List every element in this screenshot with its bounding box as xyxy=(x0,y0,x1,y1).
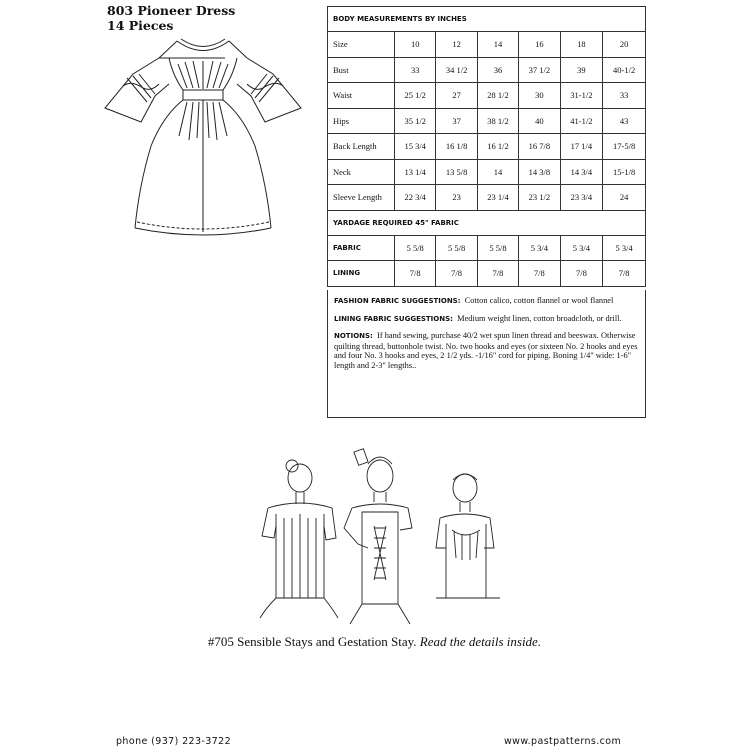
table-row xyxy=(328,134,646,160)
size-cell: 16 xyxy=(519,32,560,58)
table-cell: 16 1/2 xyxy=(477,134,518,160)
table-cell: 5 3/4 xyxy=(519,235,560,261)
table-cell: 28 1/2 xyxy=(477,83,518,109)
size-cell: 10 xyxy=(395,32,436,58)
promo-caption xyxy=(0,634,749,650)
row-label: LINING xyxy=(328,261,395,287)
fashion-fabric-label: FASHION FABRIC SUGGESTIONS: xyxy=(334,297,461,305)
table-cell: 36 xyxy=(477,57,518,83)
table-cell: 14 3/8 xyxy=(519,159,560,185)
fabric-notes xyxy=(327,290,646,418)
yardage-heading: YARDAGE REQUIRED 45" FABRIC xyxy=(328,210,646,235)
table-cell: 43 xyxy=(603,108,646,134)
table-cell: 35 1/2 xyxy=(395,108,436,134)
table-cell: 5 3/4 xyxy=(560,235,603,261)
table-cell: 27 xyxy=(436,83,477,109)
table-cell: 15-1/8 xyxy=(603,159,646,185)
table-cell: 41-1/2 xyxy=(560,108,603,134)
lining-fabric-note xyxy=(334,314,639,325)
footer-website[interactable]: www.pastpatterns.com xyxy=(504,736,622,747)
table-heading-row xyxy=(328,7,646,32)
size-cell: 12 xyxy=(436,32,477,58)
table-cell: 14 xyxy=(477,159,518,185)
table-cell: 7/8 xyxy=(436,261,477,287)
table-cell: 40-1/2 xyxy=(603,57,646,83)
fashion-fabric-text: Cotton calico, cotton flannel or wool flannel xyxy=(464,296,614,305)
size-cell: 14 xyxy=(477,32,518,58)
table-cell: 16 7/8 xyxy=(519,134,560,160)
pattern-pieces: 14 Pieces xyxy=(107,18,174,33)
promo-caption-main: #705 Sensible Stays and Gestation Stay. xyxy=(207,634,417,649)
table-cell: 33 xyxy=(395,57,436,83)
row-label: Sleeve Length xyxy=(328,185,395,211)
table-cell: 31-1/2 xyxy=(560,83,603,109)
table-cell: 23 1/4 xyxy=(477,185,518,211)
table-cell: 22 3/4 xyxy=(395,185,436,211)
table-row xyxy=(328,83,646,109)
table-cell: 17-5/8 xyxy=(603,134,646,160)
sensible-stays-illustration xyxy=(240,448,510,628)
table-cell: 37 1/2 xyxy=(519,57,560,83)
table-cell: 17 1/4 xyxy=(560,134,603,160)
table-cell: 23 xyxy=(436,185,477,211)
table-row xyxy=(328,185,646,211)
fashion-fabric-note xyxy=(334,296,639,307)
row-label: Hips xyxy=(328,108,395,134)
table-row xyxy=(328,261,646,287)
table-cell: 15 3/4 xyxy=(395,134,436,160)
table-cell: 5 5/8 xyxy=(477,235,518,261)
table-cell: 16 1/8 xyxy=(436,134,477,160)
row-label: Back Length xyxy=(328,134,395,160)
table-cell: 7/8 xyxy=(603,261,646,287)
table-cell: 5 5/8 xyxy=(395,235,436,261)
table-cell: 39 xyxy=(560,57,603,83)
size-label: Size xyxy=(328,32,395,58)
footer-phone: phone (937) 223-3722 xyxy=(116,736,232,747)
measurements-heading: BODY MEASUREMENTS BY INCHES xyxy=(328,7,646,32)
table-cell: 37 xyxy=(436,108,477,134)
lining-fabric-text: Medium weight linen, cotton broadcloth, or drill. xyxy=(457,313,622,323)
promo-caption-italic: Read the details inside. xyxy=(419,634,542,649)
table-cell: 38 1/2 xyxy=(477,108,518,134)
measurements-table xyxy=(327,6,646,287)
size-row xyxy=(328,32,646,58)
pattern-title-block xyxy=(107,3,235,33)
table-row xyxy=(328,57,646,83)
table-cell: 5 5/8 xyxy=(436,235,477,261)
table-cell: 34 1/2 xyxy=(436,57,477,83)
table-cell: 23 1/2 xyxy=(519,185,560,211)
pattern-title: 803 Pioneer Dress xyxy=(107,3,236,18)
table-cell: 25 1/2 xyxy=(395,83,436,109)
notions-note xyxy=(334,331,639,370)
table-row xyxy=(328,159,646,185)
table-cell: 14 3/4 xyxy=(560,159,603,185)
table-cell: 30 xyxy=(519,83,560,109)
size-cell: 20 xyxy=(603,32,646,58)
table-cell: 13 5/8 xyxy=(436,159,477,185)
row-label: Bust xyxy=(328,57,395,83)
size-cell: 18 xyxy=(560,32,603,58)
row-label: Neck xyxy=(328,159,395,185)
notions-text: If hand sewing, purchase 40/2 wet spun linen thread and beeswax. Otherwise quilting thread, buttonhole twist. No. two hooks and eyes (or sixteen No. 2 hooks and eyes and four No. 3 hooks and eyes, 2 1/2 yds. -1/16" cord for piping. Boning 1/4" wide: 1-6" length and 2-3" lengths.. xyxy=(334,331,638,370)
table-row xyxy=(328,235,646,261)
row-label: FABRIC xyxy=(328,235,395,261)
table-cell: 13 1/4 xyxy=(395,159,436,185)
table-cell: 7/8 xyxy=(477,261,518,287)
table-cell: 7/8 xyxy=(560,261,603,287)
table-cell: 40 xyxy=(519,108,560,134)
table-cell: 33 xyxy=(603,83,646,109)
table-cell: 7/8 xyxy=(519,261,560,287)
yardage-heading-row xyxy=(328,210,646,235)
table-cell: 23 3/4 xyxy=(560,185,603,211)
table-cell: 7/8 xyxy=(395,261,436,287)
table-cell: 5 3/4 xyxy=(603,235,646,261)
row-label: Waist xyxy=(328,83,395,109)
table-row xyxy=(328,108,646,134)
pioneer-dress-illustration xyxy=(103,36,303,241)
notions-label: NOTIONS: xyxy=(334,332,373,340)
table-cell: 24 xyxy=(603,185,646,211)
lining-fabric-label: LINING FABRIC SUGGESTIONS: xyxy=(334,314,453,323)
